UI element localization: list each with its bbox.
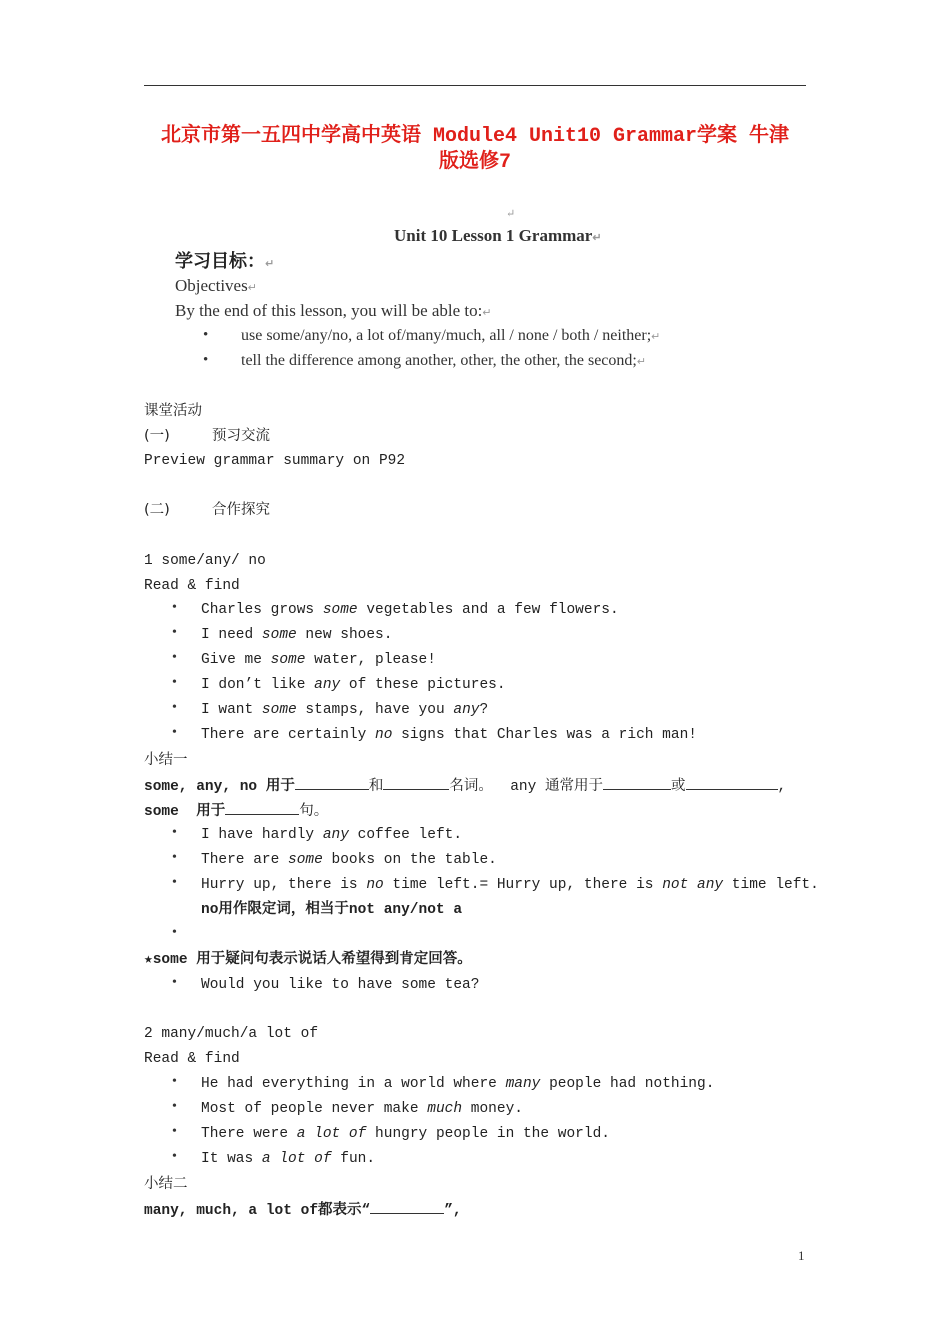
emphasized-word: a lot of <box>296 1126 367 1142</box>
bullet-icon: • <box>172 1124 177 1139</box>
sentence-text: books on the table. <box>322 852 497 868</box>
fill-blank[interactable] <box>295 775 369 790</box>
document-title-line1: 北京市第一五四中学高中英语 Module4 Unit10 Grammar学案 牛津 <box>160 125 790 148</box>
example-sentence <box>201 675 506 695</box>
objectives-heading <box>175 247 274 273</box>
emphasized-word: some <box>261 627 297 643</box>
star-note <box>144 950 472 970</box>
lesson-title <box>394 226 602 246</box>
sentence-text: water, please! <box>305 652 436 668</box>
example-sentence <box>201 700 488 720</box>
emphasized-word: some <box>322 602 358 618</box>
summary2-line <box>144 1199 462 1221</box>
emphasized-word: not any <box>662 877 724 893</box>
example-sentence <box>201 825 462 845</box>
bullet-icon: • <box>203 352 209 368</box>
sentence-text: Give me <box>201 652 271 668</box>
summary1-line1 <box>144 775 786 797</box>
bullet-icon: • <box>172 725 177 740</box>
summary1-text-f: some 用于 <box>144 804 226 820</box>
emphasized-word: no <box>366 877 384 893</box>
example-sentence <box>201 875 819 895</box>
summary2-label: 小结二 <box>144 1176 188 1192</box>
summary2-text-b: ”, <box>444 1203 462 1219</box>
header-rule <box>144 85 806 86</box>
sentence-text: There are certainly <box>201 727 376 743</box>
no-note <box>201 900 462 920</box>
bullet-icon: • <box>203 327 209 343</box>
emphasized-word: much <box>427 1101 463 1117</box>
part1-text: Preview grammar summary on P92 <box>144 453 406 469</box>
objective-item <box>241 352 646 370</box>
sentence-text: signs that Charles was a rich man! <box>392 727 697 743</box>
sentence-text: There were <box>201 1126 297 1142</box>
sentence-text: people had nothing. <box>540 1076 715 1092</box>
summary1-text-b: 和 <box>368 779 384 795</box>
emphasized-word: some <box>270 652 306 668</box>
bullet-icon: • <box>172 975 177 990</box>
bullet-icon: • <box>172 650 177 665</box>
summary1-line2 <box>144 800 328 822</box>
fill-blank[interactable] <box>686 775 778 790</box>
sentence-text: time left. <box>723 877 819 893</box>
return-mark: ↵ <box>506 208 516 220</box>
sentence-text: It was <box>201 1151 262 1167</box>
summary1-text-e: , <box>777 779 787 795</box>
sentence-text: Hurry up, there is <box>201 877 367 893</box>
section1-heading: 1 some/any/ no <box>144 553 266 569</box>
section2-read-find: Read & find <box>144 1051 240 1067</box>
objective-item <box>241 327 660 345</box>
part1-title: 预习交流 <box>212 428 270 444</box>
return-mark: ↵ <box>651 331 661 343</box>
bullet-icon: • <box>172 1074 177 1089</box>
sentence-text: There are <box>201 852 289 868</box>
emphasized-word: no <box>375 727 393 743</box>
example-sentence <box>201 1099 523 1119</box>
section2-heading: 2 many/much/a lot of <box>144 1026 319 1042</box>
sentence-text: ? <box>479 702 489 718</box>
fill-blank[interactable] <box>603 775 671 790</box>
emphasized-word: any <box>322 827 349 843</box>
activities-heading: 课堂活动 <box>144 403 202 419</box>
return-mark: ↵ <box>482 307 492 319</box>
emphasized-word: some <box>288 852 323 868</box>
objectives-intro-text: By the end of this lesson, you will be able to: <box>175 301 483 320</box>
part2-title: 合作探究 <box>212 502 270 518</box>
summary1-label: 小结一 <box>144 752 188 768</box>
return-mark: ↵ <box>592 232 602 244</box>
summary1-text-c: 名词。 any 通常用于 <box>449 779 604 795</box>
document-title-line2: 版选修7 <box>438 151 511 174</box>
objectives-heading-text: 学习目标： <box>175 251 265 272</box>
example-sentence <box>201 1124 610 1144</box>
star-note-text: ★some 用于疑问句表示说话人希望得到肯定回答。 <box>144 952 472 968</box>
part2-number: (二) <box>144 502 170 518</box>
sentence-text: vegetables and a few flowers. <box>357 602 619 618</box>
bullet-icon: • <box>172 675 177 690</box>
example-sentence <box>201 625 392 645</box>
bullet-icon: • <box>172 850 177 865</box>
bullet-icon: • <box>172 925 177 940</box>
summary1-text-d: 或 <box>671 779 686 795</box>
objective-item-text: tell the difference among another, other, the other, the second; <box>241 352 637 369</box>
sentence-text: Charles grows <box>201 602 323 618</box>
return-mark: ↵ <box>636 356 647 368</box>
sentence-text: coffee left. <box>348 827 463 843</box>
bullet-icon: • <box>172 600 177 615</box>
example-sentence <box>201 725 697 745</box>
bullet-icon: • <box>172 875 177 890</box>
example-sentence <box>201 850 497 870</box>
emphasized-word: a lot of <box>261 1151 332 1167</box>
emphasized-word: many <box>505 1076 541 1092</box>
sentence-text: I need <box>201 627 262 643</box>
objectives-label-text: Objectives <box>175 276 248 295</box>
sentence-text: I don’t like <box>201 677 315 693</box>
summary1-text-g: 句。 <box>299 804 329 820</box>
summary1-text-a: some, any, no 用于 <box>144 779 295 795</box>
bullet-icon: • <box>172 625 177 640</box>
sentence-text: money. <box>462 1101 523 1117</box>
sentence-text: Most of people never make <box>201 1101 428 1117</box>
sentence-text: hungry people in the world. <box>366 1126 610 1142</box>
sentence-text: new shoes. <box>296 627 393 643</box>
emphasized-word: any <box>453 702 480 718</box>
sentence-text: I want <box>201 702 262 718</box>
return-mark: ↵ <box>247 282 257 294</box>
page-number: 1 <box>798 1248 805 1263</box>
bullet-icon: • <box>172 1149 177 1164</box>
sentence-text: fun. <box>331 1151 376 1167</box>
fill-blank[interactable] <box>370 1199 444 1214</box>
part1-number: (一) <box>144 428 170 444</box>
emphasized-word: some <box>261 702 297 718</box>
bullet-icon: • <box>172 825 177 840</box>
example-sentence <box>201 1074 714 1094</box>
bullet-icon: • <box>172 700 177 715</box>
example-sentence <box>201 600 619 620</box>
sentence-text: of these pictures. <box>340 677 506 693</box>
bullet-icon: • <box>172 1099 177 1114</box>
sentence-text: I have hardly <box>201 827 323 843</box>
example-sentence <box>201 1149 375 1169</box>
objectives-intro <box>175 301 492 321</box>
section1-read-find: Read & find <box>144 578 240 594</box>
return-mark: ↵ <box>265 257 275 270</box>
fill-blank[interactable] <box>383 775 449 790</box>
sentence-text: time left.= Hurry up, there is <box>383 877 663 893</box>
emphasized-word: any <box>314 677 341 693</box>
sentence-text: He had everything in a world where <box>201 1076 506 1092</box>
no-note-text: no用作限定词，相当于not any/not a <box>201 902 463 918</box>
lesson-title-text: Unit 10 Lesson 1 Grammar <box>394 226 593 245</box>
objectives-label <box>175 276 257 296</box>
sentence-text: stamps, have you <box>296 702 454 718</box>
fill-blank[interactable] <box>225 800 299 815</box>
example-sentence <box>201 650 436 670</box>
objective-item-text: use some/any/no, a lot of/many/much, all / none / both / neither; <box>241 327 652 344</box>
tea-example: Would you like to have some tea? <box>201 977 480 993</box>
summary2-text-a: many, much, a lot of都表示“ <box>144 1203 371 1219</box>
